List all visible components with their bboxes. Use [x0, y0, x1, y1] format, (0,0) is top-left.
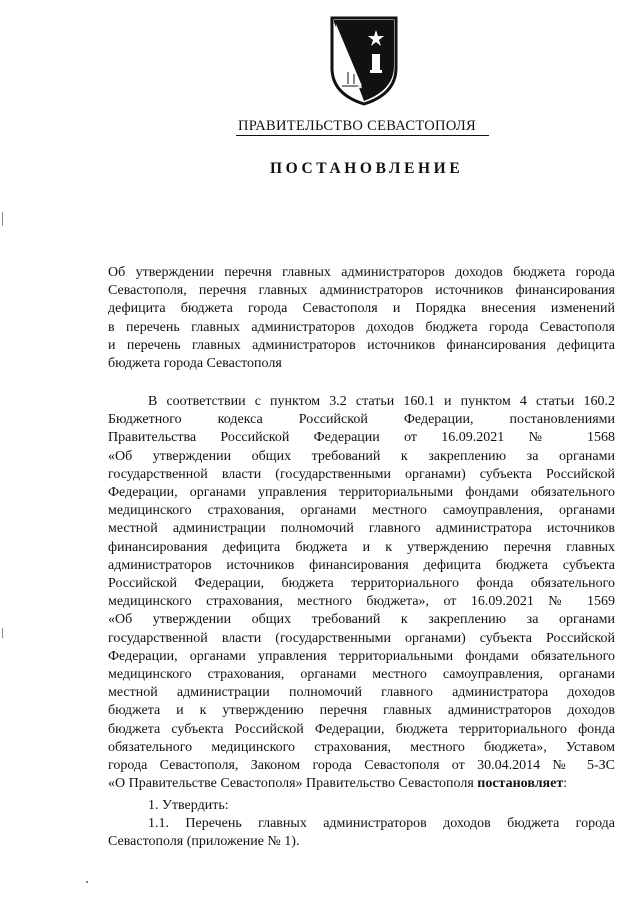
preamble-line: государственной власти (государственными органами) субъекта Российской	[108, 630, 615, 646]
preamble-line: «Об утверждении общих требований к закреплению за органами	[108, 612, 615, 628]
resolution-verb: постановляет	[477, 776, 564, 792]
preamble-final-line	[108, 775, 615, 793]
preamble-line: города Севастополя, Законом города Севастополя от 30.04.2014 № 5-ЗС	[108, 758, 615, 774]
preamble-line: медицинского страхования, органами местного самоуправления, органами	[108, 667, 615, 683]
item11-line: 1.1. Перечень главных администраторов доходов бюджета города	[148, 816, 615, 831]
subject-line: и перечень главных администраторов источников финансирования дефицита	[108, 337, 615, 353]
preamble-line: медицинского страхования, местного бюджета», от 16.09.2021 № 1569	[108, 594, 615, 610]
preamble-paragraph	[108, 393, 615, 793]
scan-dot	[86, 881, 88, 883]
subject-line: Об утверждении перечня главных администраторов доходов бюджета города	[108, 265, 615, 280]
preamble-final-text: «О Правительстве Севастополя» Правительство Севастополя	[108, 776, 478, 792]
sevastopol-coat-of-arms-icon	[328, 16, 400, 106]
preamble-line: Российской Федерации, бюджета территориального фонда обязательного	[108, 576, 615, 592]
government-name: ПРАВИТЕЛЬСТВО СЕВАСТОПОЛЯ	[238, 118, 476, 134]
preamble-line: «Об утверждении общих требований к закреплению за органами	[108, 448, 615, 464]
preamble-final-colon: :	[563, 776, 568, 792]
scan-edge-mark	[2, 212, 3, 226]
document-subject	[108, 264, 615, 373]
preamble-line: местной администрации полномочий главного администратора доходов	[108, 685, 615, 701]
subject-line: дефицита бюджета города Севастополя и Порядка внесения изменений	[108, 301, 615, 317]
preamble-line: финансирования дефицита бюджета и к утверждению перечня главных	[108, 539, 615, 555]
preamble-line: медицинского страхования, органами местного самоуправления, органами	[108, 503, 615, 519]
preamble-line: бюджета субъекта Российской Федерации, бюджета территориального фонда	[108, 721, 615, 737]
subject-line: бюджета города Севастополя	[108, 356, 282, 372]
preamble-line: местной администрации полномочий главного администратора источников	[108, 521, 615, 537]
preamble-line: Федерации, органами управления территориальными фондами обязательного	[108, 485, 615, 501]
preamble-line: Федерации, органами управления территориальными фондами обязательного	[108, 648, 615, 664]
item-1-1	[108, 815, 615, 851]
preamble-line: бюджета и к утверждению перечня главных администраторов доходов	[108, 703, 615, 719]
header-divider	[236, 135, 489, 136]
subject-line: в перечень главных администраторов доходов бюджета города Севастополя	[108, 319, 615, 335]
item11-line: Севастополя (приложение № 1).	[108, 834, 300, 850]
preamble-line: администраторов источников финансирования дефицита бюджета субъекта	[108, 557, 615, 573]
preamble-line: Бюджетного кодекса Российской Федерации, постановлениями	[108, 412, 615, 428]
document-type-title: ПОСТАНОВЛЕНИЕ	[270, 160, 464, 177]
subject-line: Севастополя, перечня главных администраторов источников финансирования	[108, 283, 615, 299]
item-1: 1. Утвердить:	[148, 798, 229, 813]
preamble-line: В соответствии с пунктом 3.2 статьи 160.1 и пунктом 4 статьи 160.2	[148, 394, 615, 409]
preamble-line: государственной власти (государственными органами) субъекта Российской	[108, 466, 615, 482]
scan-edge-mark	[2, 628, 3, 638]
preamble-line: обязательного медицинского страхования, местного бюджета», Уставом	[108, 739, 615, 755]
preamble-line: Правительства Российской Федерации от 16.09.2021 № 1568	[108, 430, 615, 446]
